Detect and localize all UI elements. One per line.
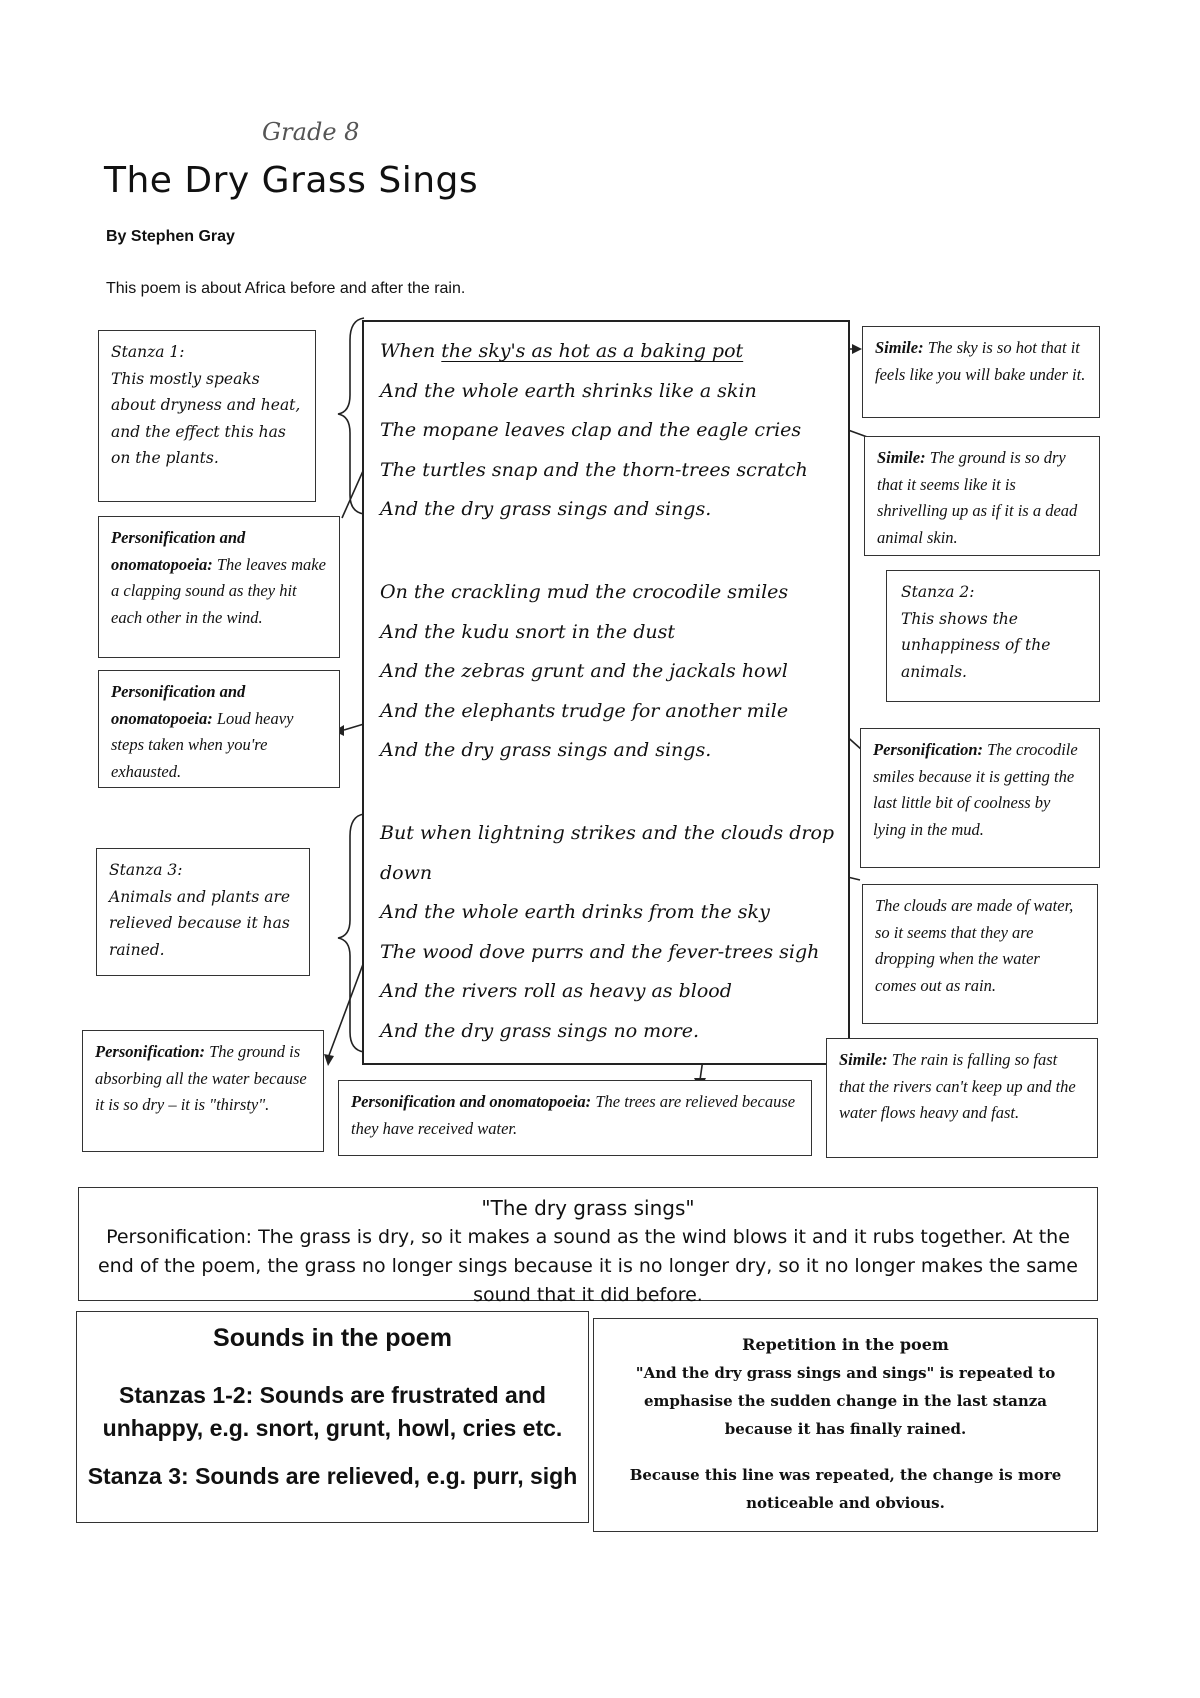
brace-stanza1 xyxy=(338,318,364,514)
arrow-ground xyxy=(324,1054,334,1066)
poem-line xyxy=(380,411,840,451)
note-label: Personification: xyxy=(95,1042,205,1061)
author: By Stephen Gray xyxy=(106,228,235,245)
poem-line-text: The wood dove purrs and the fever-trees sigh xyxy=(380,940,820,963)
note-text: The leaves make a clapping sound as they hit each other in the wind. xyxy=(111,554,326,627)
note-text: The clouds are made of water, so it seems that they are dropping when the water comes out as rain. xyxy=(875,896,1074,995)
poem-line xyxy=(380,972,840,1012)
dry-grass-heading: "The dry grass sings" xyxy=(481,1196,695,1220)
note-label: Personification and onomatopoeia: xyxy=(351,1092,592,1111)
poem-box xyxy=(362,320,850,1065)
note-text: The trees are relieved because they have received water. xyxy=(351,1092,796,1138)
poem-line xyxy=(380,652,840,692)
poem-line xyxy=(380,1012,840,1052)
note-stanza-3 xyxy=(96,848,310,976)
poem-line-text: And the zebras grunt and the jackals howl xyxy=(380,660,788,682)
note-text: The rain is falling so fast that the rivers can't keep up and the water flows heavy and fast. xyxy=(839,1050,1076,1122)
poem-line-text: The turtles snap and the thorn-trees scratch xyxy=(380,458,808,481)
sounds-stanzas-1-2: Stanzas 1-2: Sounds are frustrated and unhappy, e.g. snort, grunt, howl, cries etc. xyxy=(102,1382,563,1441)
intro-text: This poem is about Africa before and after the rain. xyxy=(106,280,466,297)
stanza-2 xyxy=(380,573,840,771)
sounds-box xyxy=(76,1311,589,1523)
note-simile-sky xyxy=(862,326,1100,418)
note-label: Personification and onomatopoeia: xyxy=(111,528,246,574)
stanza-1 xyxy=(380,332,840,530)
poem-line xyxy=(380,933,840,973)
note-label: Simile: xyxy=(877,448,926,467)
note-personification-crocodile xyxy=(860,728,1100,868)
poem-line-text: And the rivers roll as heavy as blood xyxy=(380,980,732,1002)
poem-line xyxy=(380,731,840,771)
poem-line-text: But when lightning strikes and the clouds drop xyxy=(380,822,835,844)
note-label: Stanza 2: xyxy=(901,583,975,601)
note-text: This shows the unhappiness of the animals. xyxy=(901,609,1051,681)
poem-line-text: And the dry grass sings and sings. xyxy=(380,498,712,520)
dry-grass-text: Personification: The grass is dry, so it makes a sound as the wind blows it and it rubs together. At the end of the poem, the grass no longer sings because it is no longer dry, so it no longer makes the same sound that it did before. xyxy=(97,1226,1078,1306)
note-text: The ground is so dry that it seems like it is shrivelling up as if it is a dead animal skin. xyxy=(877,448,1078,547)
note-stanza-1 xyxy=(98,330,316,502)
poem-line xyxy=(380,613,840,653)
arrow-sky xyxy=(852,344,862,354)
brace-stanza3 xyxy=(338,814,364,1052)
sounds-heading: Sounds in the poem xyxy=(213,1324,452,1352)
poem-line-text: And the whole earth shrinks like a skin xyxy=(380,379,757,402)
poem-line-text: And the whole earth drinks from the sky xyxy=(380,901,770,923)
poem-line xyxy=(380,451,840,491)
note-stanza-2 xyxy=(886,570,1100,702)
repetition-text-2: Because this line was repeated, the change is more noticeable and obvious. xyxy=(629,1466,1062,1512)
note-personification-leaves xyxy=(98,516,340,658)
note-text: Animals and plants are relieved because it has rained. xyxy=(109,887,291,959)
poem-title: The Dry Grass Sings xyxy=(104,160,479,201)
note-text: The sky is so hot that it feels like you will bake under it. xyxy=(875,338,1086,384)
poem-line xyxy=(380,573,840,613)
note-text: The ground is absorbing all the water because it is so dry – it is "thirsty". xyxy=(95,1042,307,1114)
poem-line-text: And the dry grass sings and sings. xyxy=(380,739,712,761)
note-label: Stanza 3: xyxy=(109,861,183,879)
dry-grass-sings-box xyxy=(78,1187,1098,1306)
poem-line-text: And the dry grass sings no more. xyxy=(380,1019,700,1042)
repetition-box xyxy=(593,1318,1098,1532)
grade-label: Grade 8 xyxy=(262,118,360,146)
note-personification-ground xyxy=(82,1030,324,1152)
note-personification-elephants xyxy=(98,670,340,788)
poem-line xyxy=(380,692,840,732)
note-text: This mostly speaks about dryness and heat, and the effect this has on the plants. xyxy=(111,369,301,467)
poem-line-text: The mopane leaves clap and the eagle cries xyxy=(380,419,802,441)
note-simile-rain xyxy=(826,1038,1098,1158)
note-label: Simile: xyxy=(839,1050,888,1069)
poem-line-text: down xyxy=(380,861,433,884)
note-text: Loud heavy steps taken when you're exhausted. xyxy=(111,708,294,781)
repetition-heading: Repetition in the poem xyxy=(742,1335,949,1354)
sounds-stanza-3: Stanza 3: Sounds are relieved, e.g. purr, sigh xyxy=(87,1463,578,1489)
note-label: Personification and onomatopoeia: xyxy=(111,682,246,728)
note-simile-ground xyxy=(864,436,1100,556)
poem-line xyxy=(380,490,840,530)
poem-line xyxy=(380,814,840,854)
poem-line: When the sky's as hot as a baking pot xyxy=(380,340,744,362)
stanza-3 xyxy=(380,814,840,1051)
poem-line xyxy=(380,854,840,894)
poem-line-text: And the elephants trudge for another mile xyxy=(380,699,789,722)
note-label: Simile: xyxy=(875,338,924,357)
poem-line-text: And the kudu snort in the dust xyxy=(380,620,675,643)
note-text: The crocodile smiles because it is getting the last little bit of coolness by lying in the mud. xyxy=(873,740,1078,839)
poem-line xyxy=(380,893,840,933)
poem-line-text: the sky's as hot as a baking pot xyxy=(441,340,744,362)
poem-line-text: On the crackling mud the crocodile smiles xyxy=(380,581,789,603)
note-personification-trees xyxy=(338,1080,812,1156)
repetition-text-1: "And the dry grass sings and sings" is repeated to emphasise the sudden change in the last stanza because it has finally rained. xyxy=(635,1364,1056,1438)
note-label: Stanza 1: xyxy=(111,343,185,361)
note-clouds xyxy=(862,884,1098,1024)
note-label: Personification: xyxy=(873,740,983,759)
poem-line xyxy=(380,372,840,412)
